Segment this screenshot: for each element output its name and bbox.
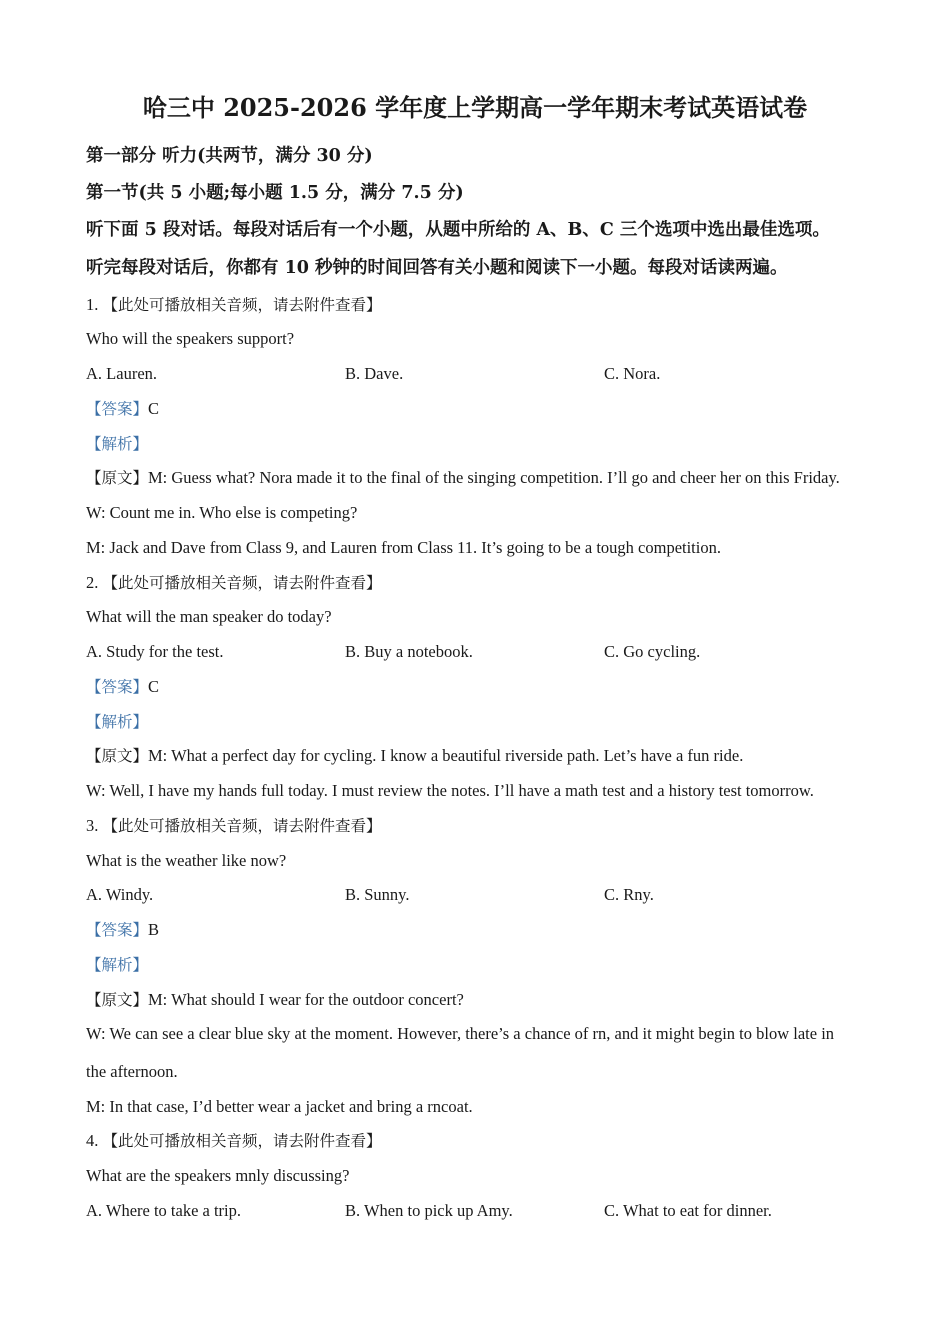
question-text: What is the weather like now?: [86, 851, 287, 870]
part-heading: 第一部分 听力(共两节，满分 30 分): [86, 146, 373, 166]
transcript-line: [86, 990, 464, 1010]
question-number: 1.: [86, 295, 99, 314]
instruction-line: 听下面 5 段对话。每段对话后有一个小题，从题中所给的 A、B、C 三个选项中选出最佳选项。: [86, 220, 830, 240]
answer-value: B: [148, 920, 160, 939]
option-b: B. When to pick up Amy.: [345, 1201, 513, 1220]
transcript-line: [86, 746, 743, 766]
analysis-label: 【解析】: [86, 956, 149, 974]
answer-label: 【答案】: [86, 400, 149, 418]
transcript-line: M: Jack and Dave from Class 9, and Lauren from Class 11. It’s going to be a tough competition.: [86, 538, 721, 557]
question-number: 2.: [86, 573, 99, 592]
transcript-text: M: What should I wear for the outdoor concert?: [148, 990, 464, 1009]
option-a: A. Windy.: [86, 885, 154, 904]
option-b: B. Sunny.: [345, 885, 410, 904]
question-number-row: [86, 1131, 382, 1151]
question-number: 3.: [86, 816, 99, 835]
option-b: B. Buy a notebook.: [345, 642, 473, 661]
answer-row: [86, 399, 159, 419]
answer-value: C: [148, 677, 160, 696]
option-a: A. Lauren.: [86, 364, 158, 383]
option-c: C. Nora.: [604, 364, 661, 383]
section-heading: 第一节(共 5 小题;每小题 1.5 分，满分 7.5 分): [86, 183, 464, 203]
audio-placeholder: 【此处可播放相关音频，请去附件查看】: [102, 817, 382, 835]
answer-row: [86, 920, 159, 940]
question-text: What are the speakers mnly discussing?: [86, 1166, 350, 1185]
original-label: 【原文】: [86, 747, 149, 765]
option-c: C. Go cycling.: [604, 642, 701, 661]
transcript-line: [86, 468, 840, 488]
answer-value: C: [148, 399, 160, 418]
question-text: What will the man speaker do today?: [86, 607, 332, 626]
transcript-text: M: Guess what? Nora made it to the final of the singing competition. I’ll go and cheer her on this Friday.: [148, 468, 840, 487]
audio-placeholder: 【此处可播放相关音频，请去附件查看】: [102, 1132, 382, 1150]
transcript-text: M: What a perfect day for cycling. I know a beautiful riverside path. Let’s have a fun ride.: [148, 746, 744, 765]
page-title: 哈三中 2025-2026 学年度上学期高一学年期末考试英语试卷: [142, 93, 808, 122]
option-c: C. What to eat for dinner.: [604, 1201, 772, 1220]
answer-row: [86, 677, 159, 697]
audio-placeholder: 【此处可播放相关音频，请去附件查看】: [102, 574, 382, 592]
option-a: A. Study for the test.: [86, 642, 224, 661]
original-label: 【原文】: [86, 469, 149, 487]
analysis-label: 【解析】: [86, 713, 149, 731]
transcript-line: W: Count me in. Who else is competing?: [86, 503, 358, 522]
question-number-row: [86, 816, 382, 836]
original-label: 【原文】: [86, 991, 149, 1009]
question-text: Who will the speakers support?: [86, 329, 295, 348]
option-c: C. Rny.: [604, 885, 654, 904]
question-number-row: [86, 295, 382, 315]
answer-label: 【答案】: [86, 678, 149, 696]
transcript-line: M: In that case, I’d better wear a jacket and bring a rncoat.: [86, 1097, 473, 1116]
option-b: B. Dave.: [345, 364, 404, 383]
transcript-line: W: Well, I have my hands full today. I must review the notes. I’ll have a math test and a history test tomorrow.: [86, 781, 814, 800]
answer-label: 【答案】: [86, 921, 149, 939]
audio-placeholder: 【此处可播放相关音频，请去附件查看】: [102, 296, 382, 314]
instruction-line: 听完每段对话后，你都有 10 秒钟的时间回答有关小题和阅读下一小题。每段对话读两遍。: [86, 258, 788, 278]
transcript-line: the afternoon.: [86, 1062, 178, 1081]
question-number: 4.: [86, 1131, 99, 1150]
analysis-label: 【解析】: [86, 435, 149, 453]
transcript-line: W: We can see a clear blue sky at the moment. However, there’s a chance of rn, and it might begin to blow late in: [86, 1024, 835, 1043]
question-number-row: [86, 573, 382, 593]
option-a: A. Where to take a trip.: [86, 1201, 242, 1220]
